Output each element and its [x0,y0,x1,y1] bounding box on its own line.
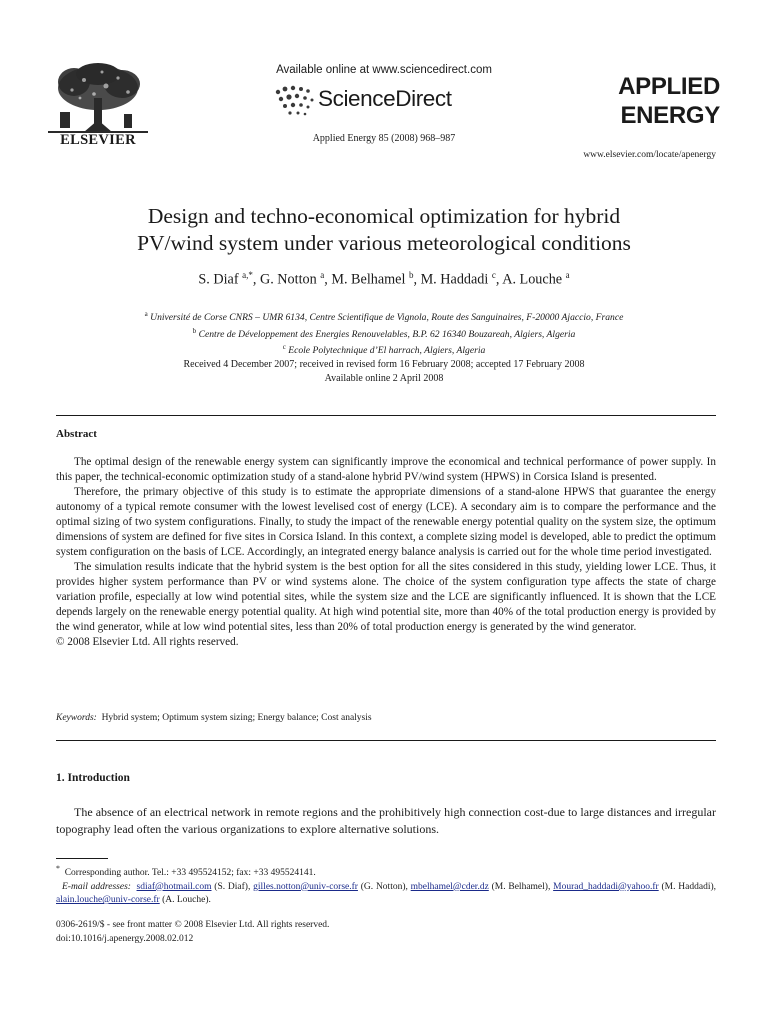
available-online-note[interactable]: Available online at www.sciencedirect.com [276,64,492,76]
author-name[interactable]: A. Louche [502,271,563,288]
author-separator: , [324,271,332,288]
affiliation-text: Centre de Développement des Energies Renouvelables, B.P. 62 16340 Bouzareah, Algiers, Algeria [198,328,576,340]
issn-line: 0306-2619/$ - see front matter © 2008 Elsevier Ltd. All rights reserved. [56,920,330,930]
affiliation-text: Ecole Polytechnique d’El harrach, Algiers, Algeria [288,345,486,357]
keywords [56,713,716,723]
author-name[interactable]: M. Belhamel [331,271,406,288]
journal-title-line-2: ENERGY [620,102,720,129]
footnote-rule [56,858,108,859]
email-link[interactable]: Mourad_haddadi@yahoo.fr [553,881,659,892]
journal-url-link[interactable]: www.elsevier.com/locate/apenergy [583,150,716,160]
email-addresses [56,881,716,908]
affiliation-item [40,308,728,325]
email-link[interactable]: mbelhamel@cder.dz [410,881,489,892]
author-affiliation-mark[interactable]: b [408,270,414,280]
footnote-mark: * [56,864,60,873]
email-link[interactable]: sdiaf@hotmail.com [136,881,212,892]
author-affiliation-mark[interactable]: a [320,270,325,280]
author-name[interactable]: G. Notton [259,271,317,288]
paper-title-line-1: Design and techno-economical optimization for hybrid [147,204,621,228]
email-owner: (S. Diaf), [211,881,254,892]
available-online-date: Available online 2 April 2008 [324,372,444,384]
sciencedirect-dots-icon [272,84,316,118]
paper-title-line-2: PV/wind system under various meteorological conditions [137,231,631,255]
journal-title [560,72,720,130]
author-separator: , [252,271,260,288]
affiliations [40,308,728,358]
front-matter [56,919,329,946]
corresponding-author-text: Corresponding author. Tel.: +33 495524152; fax: +33 495524141. [64,868,316,879]
abstract-top-rule [56,415,716,416]
affiliation-mark: c [282,343,286,352]
journal-title-line-1: APPLIED [618,73,720,100]
email-owner: (G. Notton), [357,881,411,892]
abstract-paragraph: Therefore, the primary objective of this study is to estimate the appropriate dimensions of a stand-alone HPWS that guarantee the energy autonomy of a typical remote consumer with the lowest levelised cost of energy (LCE). A secondary aim is to compare the performance and the optimal sizing of two system configurations. Finally, to study the impact of the renewable energy potential quality on the system size, the optimum dimensions of system are defined for five sites in Corsica Island. In this context, a complete sizing model is developed, able to predict the optimum system configuration on the basis of LCE. Accordingly, an integrated energy balance analysis is carried out for the whole time period investigated. [56,486,716,558]
author-affiliation-mark[interactable]: a [565,270,570,280]
author-list [40,270,728,289]
abstract-paragraph: The simulation results indicate that the hybrid system is the best option for all the sites considered in this study, yielding lower LCE. Thus, it provides higher system performance than PV or wind systems alone. The choice of the system configuration type affects the state of charge variation profile, especially at low wind potential sites, while the system size and the LCE are significantly influenced. It is shown that the LCE depends largely on the renewable energy potential quality. At high wind potential site, more than 40% of the total production energy is provided by the wind generator, while at low wind potential sites, less than 20% of total production energy is generated by the wind generator. [56,561,716,633]
author-name[interactable]: M. Haddadi [420,271,489,288]
abstract-paragraph: The optimal design of the renewable energy system can significantly improve the economical and technical performance of power supply. In this paper, the technical-economic optimization study of a stand-alone hybrid PV/wind system (HPWS) in Corsica Island is presented. [56,456,716,483]
abstract-copyright: © 2008 Elsevier Ltd. All rights reserved. [56,636,239,648]
introduction-body [56,804,716,838]
email-label: E-mail addresses: [62,881,131,892]
affiliation-mark: a [144,310,148,318]
affiliation-item [40,325,728,342]
email-link[interactable]: gilles.notton@univ-corse.fr [253,881,358,892]
author-separator: , [413,271,421,288]
author-separator: , [495,271,503,288]
publisher-name: ELSEVIER [60,132,136,148]
author-name[interactable]: S. Diaf [198,271,239,288]
email-owner: (A. Louche). [159,895,211,906]
journal-citation: Applied Energy 85 (2008) 968–987 [312,133,456,144]
affiliation-mark: b [192,326,197,335]
sciencedirect-wordmark: ScienceDirect [318,86,452,111]
abstract-body [56,455,716,650]
sciencedirect-logo[interactable] [272,84,492,118]
corresponding-author-note [56,862,716,881]
paper-title [60,203,708,257]
article-history [40,358,728,385]
doi-line[interactable]: doi:10.1016/j.apenergy.2008.02.012 [56,933,194,944]
introduction-paragraph: The absence of an electrical network in remote regions and the prohibitively high connection cost-due to large distances and irregular topography lead often the various organizations to explore alternative solutions. [56,805,716,836]
keywords-label: Keywords: [56,713,97,723]
section-heading-introduction: 1. Introduction [56,772,130,784]
keywords-list: Hybrid system; Optimum system sizing; Energy balance; Cost analysis [101,713,372,723]
affiliation-text: Université de Corse CNRS – UMR 6134, Centre Scientifique de Vignola, Route des Sanguinaires, F-20000 Ajaccio, France [150,312,624,324]
footnotes [56,862,716,908]
abstract-bottom-rule [56,740,716,741]
affiliation-item [40,341,728,358]
email-owner: (M. Belhamel), [488,881,554,892]
author-affiliation-mark[interactable]: a,* [242,270,253,280]
email-owner: (M. Haddadi), [658,881,717,892]
received-dates: Received 4 December 2007; received in revised form 16 February 2008; accepted 17 February 2008 [183,359,585,370]
author-affiliation-mark[interactable]: c [491,270,496,280]
email-link[interactable]: alain.louche@univ-corse.fr [56,895,160,906]
abstract-heading: Abstract [56,428,97,440]
